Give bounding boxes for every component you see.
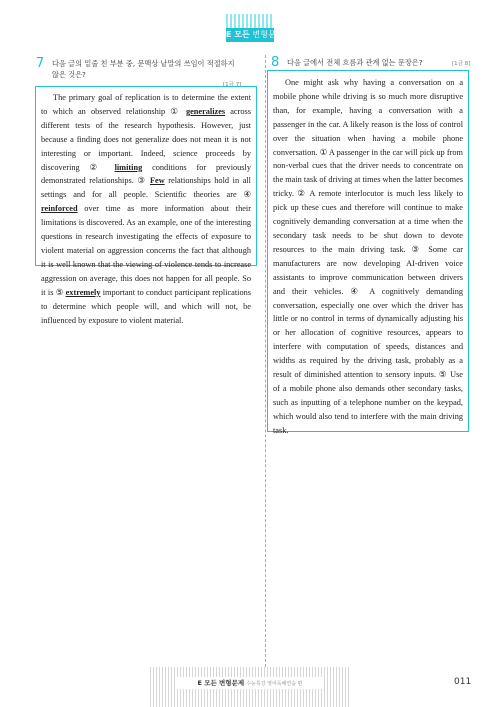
question-8-score: [1금 8] bbox=[452, 61, 471, 67]
question-8-passage-text: One might ask why having a conversation on a mobile phone while driving is so much more disruptive than, for example, having a conversation with a passenger in the car. A likely reason is the loss of control over the situation when having a mobile phone conversation. ① A passenger in the car will pick up from non-verbal cues that the driver needs to concentrate on the main task of driving at times when the latter becomes tricky. ② A remote interlocutor is much less likely to pick up these cues and therefore will continue to make cognitively demanding conversation at a time when the secondary task needs to be shut down to devote resources to the main driving task. ③ Some car manufacturers are now developing AI-driven voice assistants to improve communication between drivers and their vehicles. ④ A cognitively demanding conversation, especially one over which the driver has little or no control in terms of dynamically adjusting his or her allocation of cognitive resources, appears to interfere with computation of speeds, distances and widths as required by the driving task, probably as a result of diminished attention to sensory inputs. ⑤ Use of a mobile phone also demands other secondary tasks, such as inputting of a telephone number on the keypad, which would also tend to interfere with the main driving task. bbox=[273, 78, 463, 435]
underlined-word: reinforced bbox=[41, 204, 78, 214]
footer-brand: E 모든 변형문제 bbox=[197, 679, 245, 687]
underlined-word: limiting bbox=[114, 162, 143, 172]
column-divider bbox=[265, 55, 266, 667]
question-7-prompt: 다음 글의 밑줄 친 부분 중, 문맥상 낱말의 쓰임이 적절하지 않은 것은? bbox=[52, 59, 235, 79]
underlined-word: generalizes bbox=[185, 106, 226, 116]
question-7-passage-box bbox=[35, 86, 257, 325]
question-8-passage bbox=[273, 76, 463, 438]
passage-text: across different tests of the research hypothesis. However, just because a finding does not generalize does not mean it is not interesting or important. Indeed, science proceeds by discovering ② bbox=[41, 106, 251, 172]
question-8-passage-box bbox=[267, 70, 469, 435]
question-7-passage bbox=[41, 91, 251, 327]
header-tab bbox=[226, 28, 284, 42]
page-number: 011 bbox=[454, 677, 472, 687]
question-7-number: 7 bbox=[36, 56, 45, 71]
underlined-word: extremely bbox=[65, 287, 101, 297]
header-brand: E 모든 bbox=[226, 30, 250, 39]
passage-text: relationships hold in all settings and for all people. Scientific theories are ④ bbox=[41, 176, 251, 200]
passage-text: The primary goal of replication is to determine the extent to which an observed relationship ① bbox=[41, 93, 251, 116]
passage-text: conditions for previously demonstrated relationships. ③ bbox=[41, 162, 251, 186]
footer-subtitle: 수능특강 영어독해연습 편 bbox=[246, 681, 303, 687]
passage-text: over time as more information about their limitations is discovered. As an example, one of the interesting questions in research investigating the effects of exposure to violent material on aggression concerns the fact that although it is well known that the viewing of violence tends to increase aggression on average, this does not happen for all people. So it is ⑤ bbox=[41, 204, 251, 297]
question-7-score: [1금 7] bbox=[223, 82, 242, 88]
footer-label bbox=[176, 677, 324, 689]
passage-text: important to conduct participant replications to determine which people will, and which will not, be influenced by exposure to violent material. bbox=[41, 287, 251, 325]
question-8-prompt: 다음 글에서 전체 흐름과 관계 없는 문장은? bbox=[287, 58, 423, 67]
underlined-word: Few bbox=[149, 176, 165, 186]
header-title: 변형문제 bbox=[252, 30, 284, 39]
question-8-number: 8 bbox=[271, 55, 280, 70]
